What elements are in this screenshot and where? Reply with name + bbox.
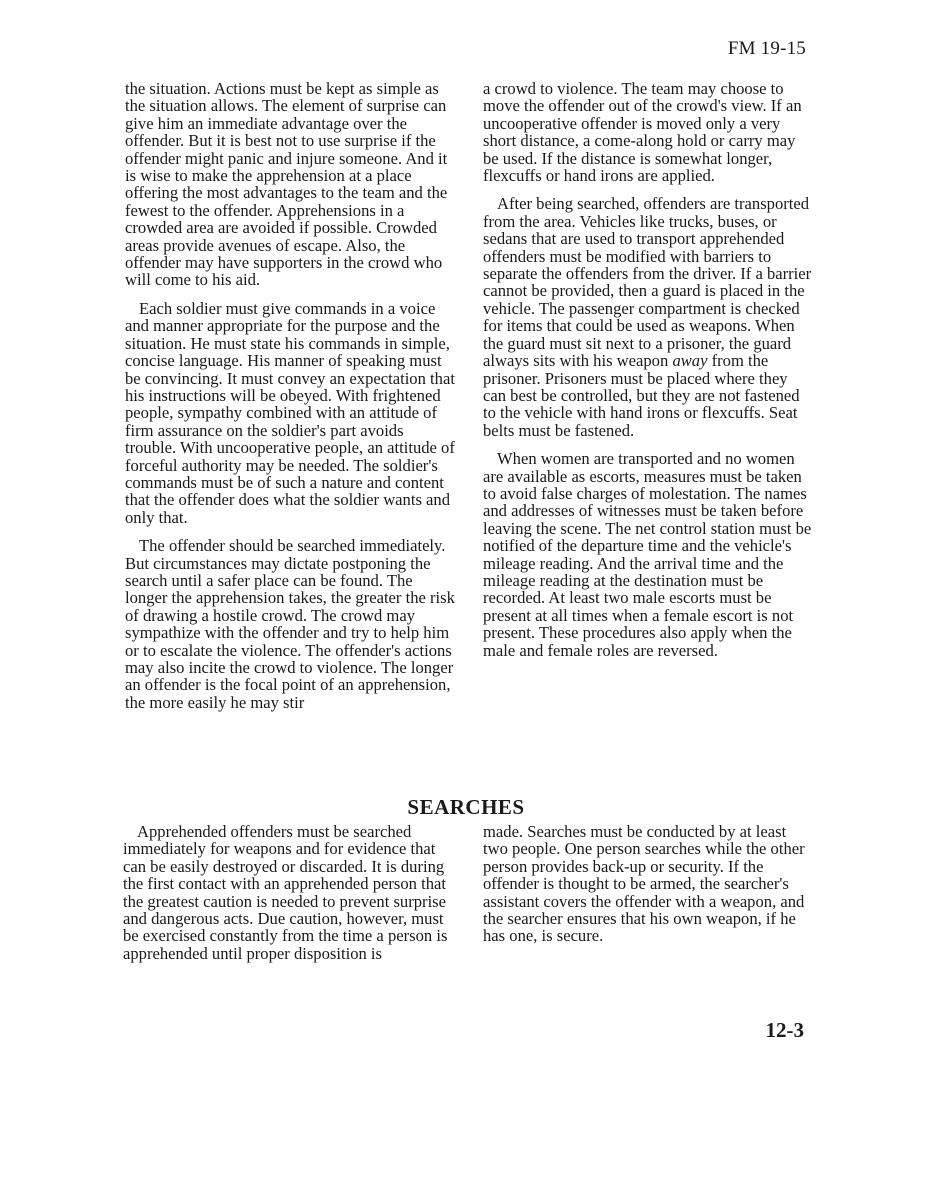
manual-code-header: FM 19-15 <box>727 38 806 59</box>
bottom-left-column <box>123 823 455 973</box>
paragraph-transport <box>483 195 813 439</box>
top-left-column <box>125 80 455 722</box>
section-heading-searches: SEARCHES <box>407 795 525 819</box>
page-number: 12-3 <box>765 1018 804 1042</box>
transport-text-end: from the prisoner. Prisoners must be placed where they can best be controlled, but they are not fastened to the vehicle with hand irons or flexcuffs. Seat belts must be fastened. <box>483 351 800 440</box>
paragraph-crowd-violence: a crowd to violence. The team may choose to move the offender out of the crowd's view. If an uncooperative offender is moved only a very short distance, a come-along hold or carry may be used. If the distance is somewhat longer, flexcuffs or hand irons are applied. <box>483 79 802 186</box>
emphasis-away: away <box>672 351 708 371</box>
paragraph-continuation: the situation. Actions must be kept as simple as the situation allows. The element of surprise can give him an immediate advantage over the offender. But it is best not to use surprise if the offender might panic and injure someone. And it is wise to make the apprehension at a place offering the most advantages to the team and the fewest to the offender. Apprehensions in a crowded area are avoided if possible. Crowded areas provide avenues of escape. Also, the offender may have supporters in the crowd who will come to his aid. <box>125 79 448 290</box>
transport-text-start: After being searched, offenders are transported from the area. Vehicles like trucks, buses, or sedans that are used to transport apprehended offenders must be modified with barriers to separate the offenders from the driver. If a barrier cannot be provided, then a guard is placed in the vehicle. The passenger compartment is checked for items that could be used as weapons. When the guard must sit next to a prisoner, the guard always sits with his weapon <box>483 194 812 371</box>
paragraph-search-timing: The offender should be searched immediately. But circumstances may dictate postponing the search until a safer place can be found. The longer the apprehension takes, the greater the risk of drawing a hostile crowd. The crowd may sympathize with the offender and try to help him or to escalate the violence. The offender's actions may also incite the crowd to violence. The longer an offender is the focal point of an apprehension, the more easily he may stir <box>125 536 455 712</box>
bottom-right-column <box>483 823 815 956</box>
top-right-column <box>483 80 813 670</box>
paragraph-searches-procedure: made. Searches must be conducted by at least two people. One person searches while the other person provides back-up or security. If the offender is thought to be armed, the searcher's assistant covers the offender with a weapon, and the searcher ensures that his own weapon, if he has one, is secure. <box>483 822 805 946</box>
paragraph-commands: Each soldier must give commands in a voice and manner appropriate for the purpose and the situation. He must state his commands in simple, concise language. His manner of speaking must be convincing. It must convey an expectation that his instructions will be obeyed. With frightened people, sympathy combined with an attitude of firm assurance on the soldier's part avoids trouble. With uncooperative people, an attitude of forceful authority may be needed. The soldier's commands must be of such a nature and content that the offender does what the soldier wants and only that. <box>125 298 455 527</box>
paragraph-searches-intro: Apprehended offenders must be searched immediately for weapons and for evidence that can be easily destroyed or discarded. It is during the first contact with an apprehended person that the greatest caution is needed to prevent surprise and dangerous acts. Due caution, however, must be exercised constantly from the time a person is apprehended until proper disposition is <box>123 822 448 963</box>
paragraph-women-transport: When women are transported and no women are available as escorts, measures must be taken to avoid false charges of molestation. The names and addresses of witnesses must be taken before leaving the scene. The net control station must be notified of the departure time and the vehicle's mileage reading. And the arrival time and the mileage reading at the destination must be recorded. At least two male escorts must be present at all times when a female escort is not present. These procedures also apply when the male and female roles are reversed. <box>483 449 812 660</box>
